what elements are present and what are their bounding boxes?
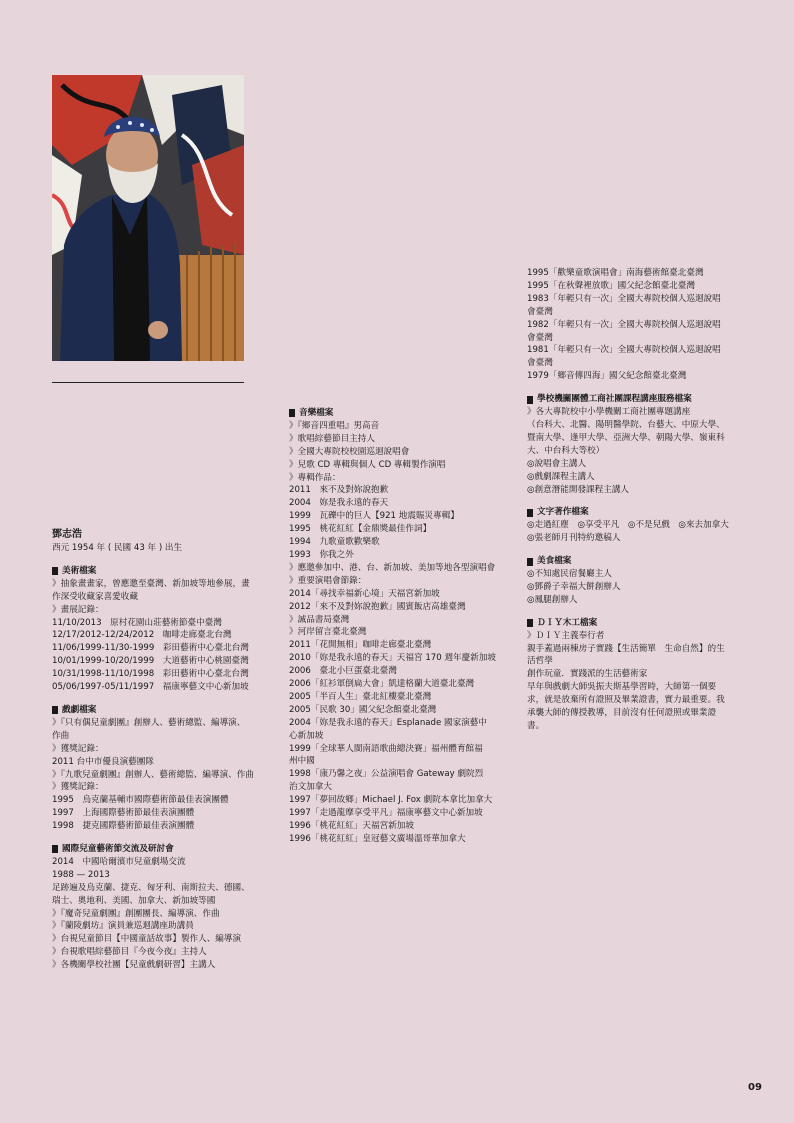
text-line: 》『魔奇兒童劇團』創團團長、編導演、作曲 [52,908,220,919]
text-line: 書。 [527,721,545,731]
text-line: ◎不知處民宿餐廳主人 [527,569,612,580]
text-line: 會臺灣 [527,306,553,317]
text-line: 2010「妳是我永遠的春天」天福宮 170 週年慶新加坡 [289,653,497,664]
text-line: 1997「夢回故鄉」Michael J. Fox 劇院本拿比加拿大 [289,795,493,806]
section-title: 學校機關團體工商社團課程講座服務檔案 [527,393,752,406]
text-line: 》抽象畫畫家，曾應邀至臺灣、新加坡等地參展，畫 [52,578,250,589]
text-line: 大、中台科大等校） [527,445,605,456]
text-line: 足跡遍及烏克蘭、捷克、匈牙利、南斯拉夫、德國、 [52,882,250,893]
text-line: ◎走過紅塵 ◎享受平凡 ◎不是兒戲 ◎來去加拿大 [527,520,729,531]
text-line: 作曲 [52,730,70,741]
text-line: 10/31/1998-11/10/1998 彩田藝術中心臺北台灣 [52,669,249,680]
text-line: 》兒歌 CD 專輯與個人 CD 專輯製作演唱 [289,459,446,470]
text-line: 瑞士、奧地利、美國、加拿大、新加坡等國 [52,895,216,906]
text-line: 2005「民歌 30」國父紀念館臺北臺灣 [289,704,437,715]
text-line: 1983「年輕只有一次」全國大專院校個人巡迴說唱 [527,293,721,304]
text-line: 1999 瓦礫中的巨人【921 地震賑災專輯】 [289,511,459,522]
text-line: 》應邀參加中、港、台、新加坡、美加等地各型演唱會 [289,562,496,573]
portrait-illustration [52,75,244,361]
text-line: 親手蓋過兩棟房子實踐【生活簡單 生命自然】的生 [527,643,725,654]
section-title: ＤＩＹ木工檔案 [527,617,752,630]
text-line: 11/10/2013 原村花園山莊藝術節臺中臺灣 [52,617,222,628]
text-line: 2012「來不及對妳說抱歉」國賓飯店高雄臺灣 [289,601,466,612]
text-line: ◎張老師月刊特約邀稿人 [527,533,621,544]
text-line: 》『蘭陵劇坊』演員兼巡迴講座助講員 [52,921,194,932]
text-line: 治文加拿大 [289,782,332,793]
text-line: 1995 桃花紅紅【金鼎獎最佳作詞】 [289,524,432,535]
text-line: 05/06/1997-05/11/1997 福康寧藝文中心新加坡 [52,682,249,693]
column-2 [289,402,519,846]
text-line: 》『鄉音四重唱』男高音 [289,420,380,431]
text-line: 1993 你我之外 [289,549,354,560]
text-line: 作深受收藏家喜愛收藏 [52,591,138,602]
text-line: 2011「花開無相」咖啡走廊臺北臺灣 [289,640,432,651]
text-line: 1997 上海國際藝術節最佳表演團體 [52,808,195,819]
section-body-diy [527,630,752,733]
text-line: 早年與戲劇大師吳振夫斯基學習時，大師第一個要 [527,682,717,693]
section-title: 國際兒童藝術節交流及研討會 [52,843,282,856]
page-number: 09 [748,1082,762,1093]
text-line: 1981「年輕只有一次」全國大專院校個人巡迴說唱 [527,345,721,356]
text-line: 1995「在秋聲裡放歌」國父紀念館臺北臺灣 [527,280,695,291]
text-line: 》誠品書局臺灣 [289,614,350,625]
text-line: 》各大專院校中小學機關工商社團專題講座 [527,407,691,418]
text-line: ◎鳳腿創辦人 [527,594,578,605]
text-line: 》專輯作品： [289,472,341,483]
text-line: 10/01/1999-10/20/1999 大道藝術中心桃園臺灣 [52,656,249,667]
text-line: 1999「全球華人閩南語歌曲總決賽」福州體育館福 [289,743,483,754]
section-title: 戲劇檔案 [52,704,282,717]
section-title: 美食檔案 [527,555,752,568]
text-line: 》獲獎記錄： [52,743,104,754]
text-line: 》河岸留言臺北臺灣 [289,627,367,638]
text-line: 1982「年輕只有一次」全國大專院校個人巡迴說唱 [527,319,721,330]
person-name: 鄧志浩 [52,529,82,540]
text-line: 》台視兒童節目【中國童話故事】製作人、編導演 [52,934,242,945]
text-line: 1995 烏克蘭基輔市國際藝術節最佳表演團體 [52,795,229,806]
text-line: 2014「尋找幸福新心境」天福宮新加坡 [289,588,440,599]
text-line: 》各機關學校社團【兒童戲劇研習】主講人 [52,960,216,971]
text-line: 1979「鄉音傳四海」國父紀念館臺北臺灣 [527,371,687,382]
text-line: 活哲學 [527,656,553,667]
text-line: 承襲大師的傳授教導，目前沒有任何證照或畢業證 [527,708,717,719]
text-line: 會臺灣 [527,358,553,369]
text-line: 》畫展記錄： [52,604,104,615]
text-line: 2005「半百人生」臺北紅樓臺北臺灣 [289,691,432,702]
text-line: 州中國 [289,756,315,767]
text-line: ◎戲劇課程主講人 [527,471,595,482]
text-line: 1998 捷克國際藝術節最佳表演團體 [52,821,195,832]
text-line: ◎說唱會主講人 [527,458,587,469]
text-line: 》『只有偶兒童劇團』創辦人、藝術總監、編導演、 [52,717,246,728]
section-body-festival [52,856,282,972]
text-line: 1998「康乃馨之夜」公益演唱會 Gateway 劇院烈 [289,769,484,780]
concert-continued [527,267,752,383]
divider-rule [52,382,244,383]
text-line: 1995「歡樂童歌演唱會」南海藝術館臺北臺灣 [527,268,704,278]
text-line: 心新加坡 [289,730,324,741]
section-body-lectures [527,406,752,496]
text-line: ◎鄧爵子幸福大餅創辦人 [527,581,621,592]
section-title: 文字著作檔案 [527,506,752,519]
text-line: 2011 來不及對妳說抱歉 [289,485,389,496]
text-line: 1996「桃花紅紅」皇冠藝文廣場溫哥華加拿大 [289,833,466,844]
column-3 [527,267,752,733]
text-line: 》重要演唱會節錄： [289,575,367,586]
text-line: 創作玩童．實踐派的生活藝術家 [527,669,648,680]
text-line: 2004 妳是我永遠的春天 [289,498,389,509]
text-line: 2006 臺北小巨蛋臺北臺灣 [289,666,397,677]
column-1 [52,527,282,972]
text-line: 1994 九歌童歌歡樂歌 [289,537,380,548]
text-line: 》歌唱綜藝節目主持人 [289,433,375,444]
section-body-writing [527,519,752,545]
portrait-photo [52,75,244,361]
text-line: 1996「桃花紅紅」天福宮新加坡 [289,821,414,831]
text-line: 12/17/2012-12/24/2012 咖啡走廊臺北台灣 [52,630,232,641]
text-line: 》台視歌唱綜藝節目『今夜今夜』主持人 [52,947,207,958]
text-line: 2006「紅衫軍倒扁大會」凱達格蘭大道臺北臺灣 [289,679,475,690]
text-line: （台科大、北醫、陽明醫學院、台藝大、中原大學、 [527,419,725,430]
birth-line: 西元 1954 年 ( 民國 43 年 ) 出生 [52,543,183,553]
section-body-music [289,420,519,846]
text-line: 》ＤＩＹ主義奉行者 [527,630,605,641]
section-body-drama [52,717,282,833]
text-line: 2011 台中市優良演藝團隊 [52,756,154,767]
section-body-art [52,578,282,694]
section-title: 美術檔案 [52,565,282,578]
text-line: ◎創意潛能開發課程主講人 [527,484,630,495]
text-line: 11/06/1999-11/30-1999 彩田藝術中心臺北台灣 [52,643,249,654]
text-line: 會臺灣 [527,332,553,343]
text-line: 2014 中國哈爾濱市兒童劇場交流 [52,856,186,867]
text-line: 1988 — 2013 [52,869,110,880]
text-line: 1997「走過龍摩享受平凡」福康寧藝文中心新加坡 [289,808,483,819]
section-title: 音樂檔案 [289,407,519,420]
text-line: 暨南大學、逢甲大學、亞洲大學、朝陽大學、嶺東科 [527,432,725,443]
text-line: 》『九歌兒童劇團』創辦人、藝術總監、編導演、作曲 [52,769,254,780]
section-body-food [527,568,752,607]
text-line: 求，就是放棄所有證照及畢業證書，實力最重要。我 [527,695,725,706]
text-line: 2004「妳是我永遠的春天」Esplanade 國家演藝中 [289,717,487,728]
text-line: 》獲獎記錄： [52,782,104,793]
text-line: 》全國大專院校校園巡迴說唱會 [289,446,410,457]
